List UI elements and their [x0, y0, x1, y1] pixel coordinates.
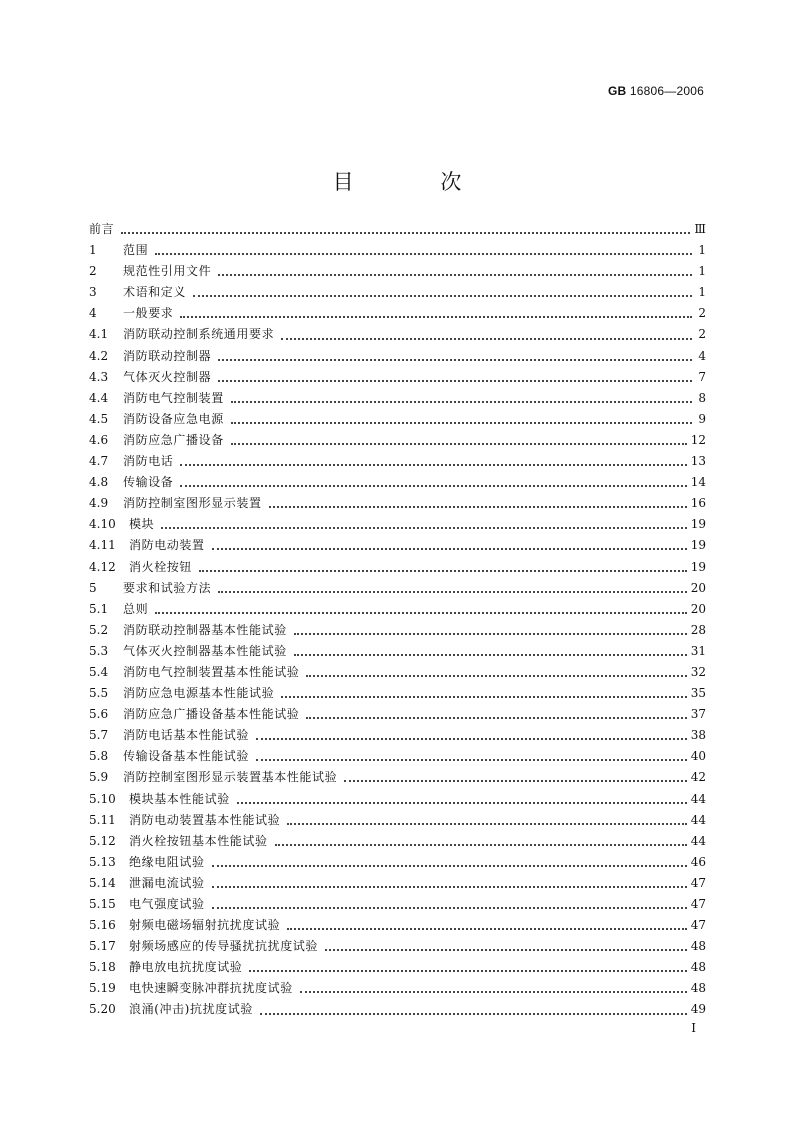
toc-entry-page: 2 [698, 306, 706, 321]
toc-dot-leader [218, 273, 692, 276]
toc-entry[interactable] [89, 599, 706, 620]
toc-dot-leader [306, 716, 686, 719]
toc-dot-leader [212, 906, 687, 909]
toc-entry-label: 绝缘电阻试验 [129, 854, 205, 869]
toc-dot-leader [256, 737, 687, 740]
toc-dot-leader [344, 779, 687, 782]
toc-entry-number: 4.1 [89, 327, 109, 342]
toc-entry-number: 5.12 [89, 833, 116, 848]
toc-entry-number: 4.6 [89, 432, 109, 447]
toc-entry-page: 12 [690, 432, 706, 447]
toc-entry-number: 4.2 [89, 348, 109, 363]
toc-entry-page: 44 [690, 833, 706, 848]
toc-entry-page: 46 [690, 854, 706, 869]
toc-entry-label: 浪涌(冲击)抗扰度试验 [129, 1002, 253, 1017]
toc-entry-label: 传输设备基本性能试验 [123, 749, 250, 764]
toc-dot-leader [256, 758, 687, 761]
toc-dot-leader [155, 252, 692, 255]
toc-entry-label: 消防电气控制装置基本性能试验 [123, 664, 300, 679]
toc-dot-leader [180, 315, 692, 318]
toc-entry-number: 5.6 [89, 707, 109, 722]
toc-entry-page: 8 [698, 390, 706, 405]
toc-entry-number: 5.10 [89, 791, 116, 806]
toc-entry[interactable] [89, 430, 706, 451]
toc-dot-leader [300, 990, 687, 993]
toc-entry[interactable] [89, 999, 706, 1020]
toc-dot-leader [306, 674, 686, 677]
toc-entry-number: 5.15 [89, 897, 116, 911]
toc-entry-number: 4.11 [89, 538, 116, 553]
toc-entry-number: 5.17 [89, 939, 116, 954]
toc-dot-leader [269, 505, 687, 508]
toc-entry-number: 5.4 [89, 664, 109, 679]
toc-entry-label: 消防联动控制器 [123, 348, 212, 363]
toc-entry-label: 电快速瞬变脉冲群抗扰度试验 [129, 981, 293, 996]
toc-entry[interactable] [89, 557, 706, 578]
toc-entry-page: 19 [690, 538, 706, 553]
toc-entry[interactable] [89, 578, 706, 599]
toc-dot-leader [231, 421, 692, 424]
toc-entry[interactable] [89, 810, 706, 831]
toc-entry-label: 前言 [89, 222, 115, 236]
toc-dot-leader [193, 294, 692, 297]
toc-entry-number: 5.5 [89, 686, 109, 701]
toc-entry-page: 40 [690, 749, 706, 764]
toc-dot-leader [155, 611, 687, 614]
toc-entry-label: 总则 [123, 601, 149, 616]
toc-entry-page: 44 [690, 812, 706, 827]
toc-entry-label: 消火栓按钮 [129, 559, 193, 574]
toc-entry[interactable] [89, 620, 706, 641]
toc-entry-page: Ⅲ [694, 222, 706, 236]
toc-entry-label: 消防电气控制装置 [123, 390, 224, 405]
toc-entry-number: 4.4 [89, 390, 109, 405]
toc-entry-label: 范围 [123, 243, 149, 258]
toc-entry-page: 49 [690, 1002, 706, 1017]
toc-entry-number: 5.14 [89, 875, 116, 890]
toc-entry[interactable] [89, 324, 706, 345]
toc-entry-page: 20 [690, 580, 706, 595]
toc-dot-leader [287, 822, 687, 825]
toc-entry-number: 5.19 [89, 981, 116, 996]
toc-entry-label: 消防联动控制系统通用要求 [123, 327, 275, 342]
toc-entry-page: 48 [690, 939, 706, 954]
toc-entry-page: 48 [690, 960, 706, 975]
toc-entry-number: 4.12 [89, 559, 116, 574]
toc-dot-leader [237, 801, 687, 804]
toc-entry-page: 35 [690, 686, 706, 701]
standard-prefix: GB [607, 84, 627, 98]
toc-entry[interactable] [89, 641, 706, 662]
toc-entry-label: 消防控制室图形显示装置 [123, 496, 262, 511]
toc-dot-leader [249, 969, 686, 972]
toc-entry-page: 31 [690, 643, 706, 658]
toc-entry-page: 4 [698, 348, 706, 363]
toc-entry-page: 42 [690, 770, 706, 785]
toc-entry[interactable] [89, 683, 706, 704]
toc-entry[interactable] [89, 957, 706, 978]
toc-entry[interactable] [89, 894, 706, 915]
toc-entry-label: 模块 [129, 517, 155, 532]
toc-entry[interactable] [89, 662, 706, 683]
toc-entry-page: 16 [690, 496, 706, 511]
toc-dot-leader [212, 547, 687, 550]
toc-entry[interactable] [89, 831, 706, 852]
toc-entry-number: 5.20 [89, 1002, 116, 1017]
toc-entry[interactable] [89, 535, 706, 556]
toc-entry-label: 消防应急电源基本性能试验 [123, 686, 275, 701]
toc-entry-number: 5.2 [89, 622, 109, 637]
toc-entry-page: 28 [690, 622, 706, 637]
toc-dot-leader [287, 927, 687, 930]
toc-entry-number: 2 [89, 264, 97, 279]
toc-dot-leader [199, 569, 687, 572]
toc-entry-label: 泄漏电流试验 [129, 875, 205, 890]
toc-entry-label: 消防电话 [123, 454, 174, 469]
toc-entry-number: 5.11 [89, 812, 116, 827]
toc-entry-page: 7 [698, 369, 706, 384]
toc-entry-number: 5.7 [89, 728, 109, 743]
toc-dot-leader [231, 400, 692, 403]
toc-entry-label: 消防应急广播设备基本性能试验 [123, 707, 300, 722]
toc-entry-label: 射频场感应的传导骚扰抗扰度试验 [129, 939, 319, 954]
toc-entry[interactable] [89, 219, 706, 240]
toc-entry-number: 4.9 [89, 496, 109, 511]
toc-entry-number: 5 [89, 580, 97, 595]
toc-entry-page: 47 [690, 897, 706, 911]
toc-entry[interactable] [89, 514, 706, 535]
toc-dot-leader [231, 442, 687, 445]
toc-dot-leader [260, 1012, 687, 1015]
toc-dot-leader [281, 337, 692, 340]
toc-dot-leader [161, 526, 687, 529]
toc-entry[interactable] [89, 493, 706, 514]
toc-dot-leader [281, 695, 687, 698]
toc-entry-number: 5.16 [89, 918, 116, 933]
toc-entry[interactable] [89, 261, 706, 282]
toc-entry[interactable] [89, 767, 706, 788]
toc-dot-leader [218, 358, 692, 361]
toc-dot-leader [180, 463, 686, 466]
toc-entry-page: 2 [698, 327, 706, 342]
toc-entry-label: 要求和试验方法 [123, 580, 212, 595]
toc-entry-number: 4.3 [89, 369, 109, 384]
toc-dot-leader [325, 948, 687, 951]
toc-entry-page: 1 [698, 285, 706, 300]
page-folio: Ⅰ [691, 1021, 696, 1035]
toc-entry-number: 4.8 [89, 475, 109, 490]
toc-entry-label: 气体灭火控制器 [123, 369, 212, 384]
toc-entry[interactable] [89, 852, 706, 873]
toc-entry-number: 3 [89, 285, 97, 300]
toc-dot-leader [275, 843, 687, 846]
toc-dot-leader [294, 653, 687, 656]
toc-entry-page: 19 [690, 517, 706, 532]
toc-entry-label: 消防控制室图形显示装置基本性能试验 [123, 770, 338, 785]
toc-entry[interactable] [89, 725, 706, 746]
toc-entry[interactable] [89, 303, 706, 324]
toc-entry-label: 消防联动控制器基本性能试验 [123, 622, 287, 637]
toc-entry-number: 5.3 [89, 643, 109, 658]
toc-dot-leader [212, 885, 687, 888]
toc-entry-page: 44 [690, 791, 706, 806]
toc-entry-page: 1 [698, 264, 706, 279]
toc-entry-label: 射频电磁场辐射抗扰度试验 [129, 918, 281, 933]
toc-entry-page: 13 [690, 454, 706, 469]
toc-entry-page: 19 [690, 559, 706, 574]
toc-entry-number: 4.7 [89, 454, 109, 469]
toc-entry[interactable] [89, 704, 706, 725]
toc-entry-label: 消防电话基本性能试验 [123, 728, 250, 743]
toc-entry-label: 消防应急广播设备 [123, 432, 224, 447]
page-title: 目 次 [332, 170, 502, 195]
toc-entry-label: 静电放电抗扰度试验 [129, 960, 243, 975]
toc-entry-label: 电气强度试验 [129, 897, 205, 911]
toc-entry[interactable] [89, 409, 706, 430]
toc-entry-label: 消防电动装置基本性能试验 [129, 812, 281, 827]
toc-entry-number: 5.8 [89, 749, 109, 764]
toc-entry-number: 1 [89, 243, 97, 258]
toc-entry-page: 1 [698, 243, 706, 258]
toc-entry-number: 5.1 [89, 601, 109, 616]
standard-code [608, 84, 704, 98]
toc-entry-label: 模块基本性能试验 [129, 791, 230, 806]
toc-entry-number: 4.5 [89, 411, 109, 426]
toc-entry-label: 消防设备应急电源 [123, 411, 224, 426]
toc-dot-leader [180, 484, 686, 487]
toc-entry[interactable] [89, 978, 706, 999]
toc-entry-page: 20 [690, 601, 706, 616]
toc-entry[interactable] [89, 936, 706, 957]
toc-entry[interactable] [89, 789, 706, 810]
toc-entry-label: 气体灭火控制器基本性能试验 [123, 643, 287, 658]
toc-entry-label: 规范性引用文件 [123, 264, 212, 279]
toc-entry-label: 一般要求 [123, 306, 174, 321]
toc-entry-label: 术语和定义 [123, 285, 187, 300]
toc-entry-page: 32 [690, 664, 706, 679]
toc-entry-page: 37 [690, 707, 706, 722]
toc-entry[interactable] [89, 346, 706, 367]
toc-dot-leader [212, 864, 687, 867]
standard-number: 16806—2006 [629, 84, 704, 98]
toc-entry[interactable] [89, 388, 706, 409]
toc-entry-label: 传输设备 [123, 475, 174, 490]
toc-entry-page: 47 [690, 918, 706, 933]
toc-dot-leader [218, 590, 687, 593]
toc-entry[interactable] [89, 472, 706, 493]
toc-entry-page: 48 [690, 981, 706, 996]
toc-entry-number: 5.13 [89, 854, 116, 869]
toc-entry-page: 9 [698, 411, 706, 426]
toc-entry[interactable] [89, 282, 706, 303]
toc-entry-page: 47 [690, 875, 706, 890]
toc-entry-number: 4.10 [89, 517, 116, 532]
toc-entry[interactable] [89, 367, 706, 388]
toc-entry[interactable] [89, 873, 706, 894]
toc-entry[interactable] [89, 915, 706, 936]
toc-entry-number: 5.9 [89, 770, 109, 785]
toc-entry-number: 5.18 [89, 960, 116, 975]
toc-entry[interactable] [89, 240, 706, 261]
toc-entry-label: 消火栓按钮基本性能试验 [129, 833, 268, 848]
toc-dot-leader [121, 231, 690, 234]
toc-dot-leader [294, 632, 687, 635]
toc-dot-leader [218, 379, 692, 382]
toc-entry[interactable] [89, 746, 706, 767]
toc-entry[interactable] [89, 451, 706, 472]
toc-entry-number: 4 [89, 306, 97, 321]
toc-entry-label: 消防电动装置 [129, 538, 205, 553]
toc-entry-page: 14 [690, 475, 706, 490]
table-of-contents [89, 219, 706, 1021]
toc-entry-page: 38 [690, 728, 706, 743]
